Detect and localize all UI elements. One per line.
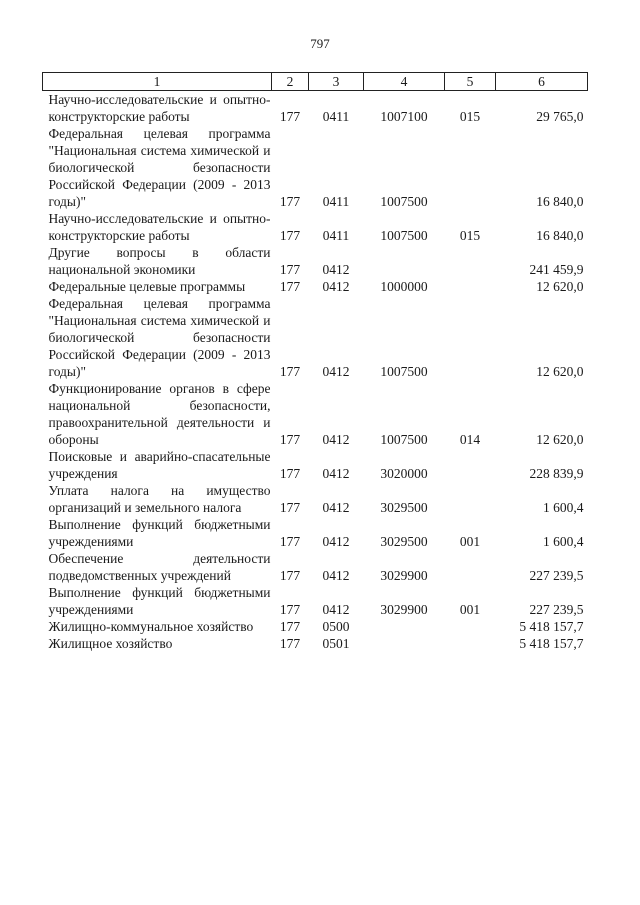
column-header-3: 3 [309,73,364,91]
table-body [43,91,588,653]
row-name: Уплата налога на имущество организаций и земельного налога [48,483,271,515]
row-code-2: 177 [279,466,301,481]
row-code-4: 3029900 [380,602,428,617]
row-code-2: 177 [279,194,301,209]
column-header-6: 6 [496,73,588,91]
row-code-2: 177 [279,534,301,549]
table-row [43,635,588,652]
column-header-2: 2 [272,73,309,91]
row-code-3: 0412 [322,262,350,277]
row-name: Федеральные целевые программы [48,279,246,294]
row-name: Федеральная целевая программа "Национальная система химической и биологической безопасности Российской Федерации (2009 - 2013 годы)" [48,296,271,379]
row-code-5: 014 [459,432,481,447]
row-code-2: 177 [279,619,301,634]
row-code-2: 177 [279,109,301,124]
row-code-4: 1000000 [380,279,428,294]
row-code-2: 177 [279,602,301,617]
row-code-3: 0501 [322,636,350,651]
row-amount: 1 600,4 [543,500,584,515]
table-row [43,618,588,635]
row-code-5 [445,295,496,380]
row-code-2: 177 [279,279,301,294]
row-amount: 5 418 157,7 [519,619,584,634]
row-code-5: 015 [459,109,481,124]
budget-table [42,72,588,652]
row-name: Обеспечение деятельности подведомственных учреждений [48,551,271,583]
row-code-3: 0412 [322,500,350,515]
row-code-5 [445,635,496,652]
column-header-1: 1 [43,73,272,91]
row-code-2: 177 [279,636,301,651]
table-row [43,91,588,126]
row-name: Поисковые и аварийно-спасательные учреждения [48,449,271,481]
row-code-3: 0411 [322,228,350,243]
row-amount: 12 620,0 [536,364,584,379]
row-code-3: 0412 [322,568,350,583]
table-row [43,125,588,210]
row-name: Выполнение функций бюджетными учреждениями [48,585,271,617]
row-code-5 [445,244,496,278]
row-code-3: 0412 [322,466,350,481]
table-row [43,380,588,448]
row-amount: 227 239,5 [529,602,584,617]
row-code-4: 3020000 [380,466,428,481]
row-code-4: 3029500 [380,500,428,515]
header-row [43,73,588,91]
column-header-5: 5 [445,73,496,91]
row-code-3: 0412 [322,432,350,447]
table-row [43,210,588,244]
row-name: Функционирование органов в сфере национальной безопасности, правоохранительной деятельности и обороны [48,381,271,447]
row-code-4 [364,244,445,278]
table-row [43,278,588,295]
row-amount: 16 840,0 [536,194,584,209]
row-amount: 29 765,0 [536,109,584,124]
row-code-2: 177 [279,228,301,243]
row-code-4 [364,635,445,652]
row-name: Жилищное хозяйство [48,636,173,651]
row-amount: 241 459,9 [529,262,584,277]
row-code-4 [364,618,445,635]
row-code-3: 0412 [322,279,350,294]
row-code-5: 001 [459,534,481,549]
row-code-3: 0411 [322,109,350,124]
row-amount: 12 620,0 [536,279,584,294]
row-amount: 227 239,5 [529,568,584,583]
table-row [43,244,588,278]
row-amount: 1 600,4 [543,534,584,549]
page-number: 797 [310,36,330,51]
row-code-5 [445,448,496,482]
row-code-2: 177 [279,432,301,447]
row-code-5: 001 [459,602,481,617]
row-name: Научно-исследовательские и опытно-конструкторские работы [48,211,271,243]
row-code-4: 1007100 [380,109,428,124]
row-name: Научно-исследовательские и опытно-конструкторские работы [48,92,271,124]
row-code-4: 1007500 [380,194,428,209]
table-row [43,550,588,584]
row-code-4: 1007500 [380,228,428,243]
table-row [43,516,588,550]
row-code-2: 177 [279,568,301,583]
row-code-4: 3029900 [380,568,428,583]
row-code-2: 177 [279,364,301,379]
row-name: Жилищно-коммунальное хозяйство [48,619,254,634]
row-code-5 [445,618,496,635]
column-header-4: 4 [364,73,445,91]
table-header [43,73,588,91]
row-code-4: 1007500 [380,432,428,447]
row-code-3: 0412 [322,364,350,379]
table-row [43,482,588,516]
table-row [43,295,588,380]
row-code-3: 0412 [322,534,350,549]
row-code-2: 177 [279,262,301,277]
row-amount: 228 839,9 [529,466,584,481]
row-code-3: 0412 [322,602,350,617]
row-name: Выполнение функций бюджетными учреждениями [48,517,271,549]
row-code-2: 177 [279,500,301,515]
row-code-5 [445,278,496,295]
table-row [43,448,588,482]
table-row [43,584,588,618]
row-name: Другие вопросы в области национальной экономики [48,245,271,277]
row-amount: 12 620,0 [536,432,584,447]
row-code-5: 015 [459,228,481,243]
row-code-3: 0411 [322,194,350,209]
row-code-4: 1007500 [380,364,428,379]
row-name: Федеральная целевая программа "Национальная система химической и биологической безопасности Российской Федерации (2009 - 2013 годы)" [48,126,271,209]
row-amount: 5 418 157,7 [519,636,584,651]
row-code-4: 3029500 [380,534,428,549]
row-code-3: 0500 [322,619,350,634]
row-code-5 [445,125,496,210]
row-code-5 [445,482,496,516]
row-code-5 [445,550,496,584]
row-amount: 16 840,0 [536,228,584,243]
